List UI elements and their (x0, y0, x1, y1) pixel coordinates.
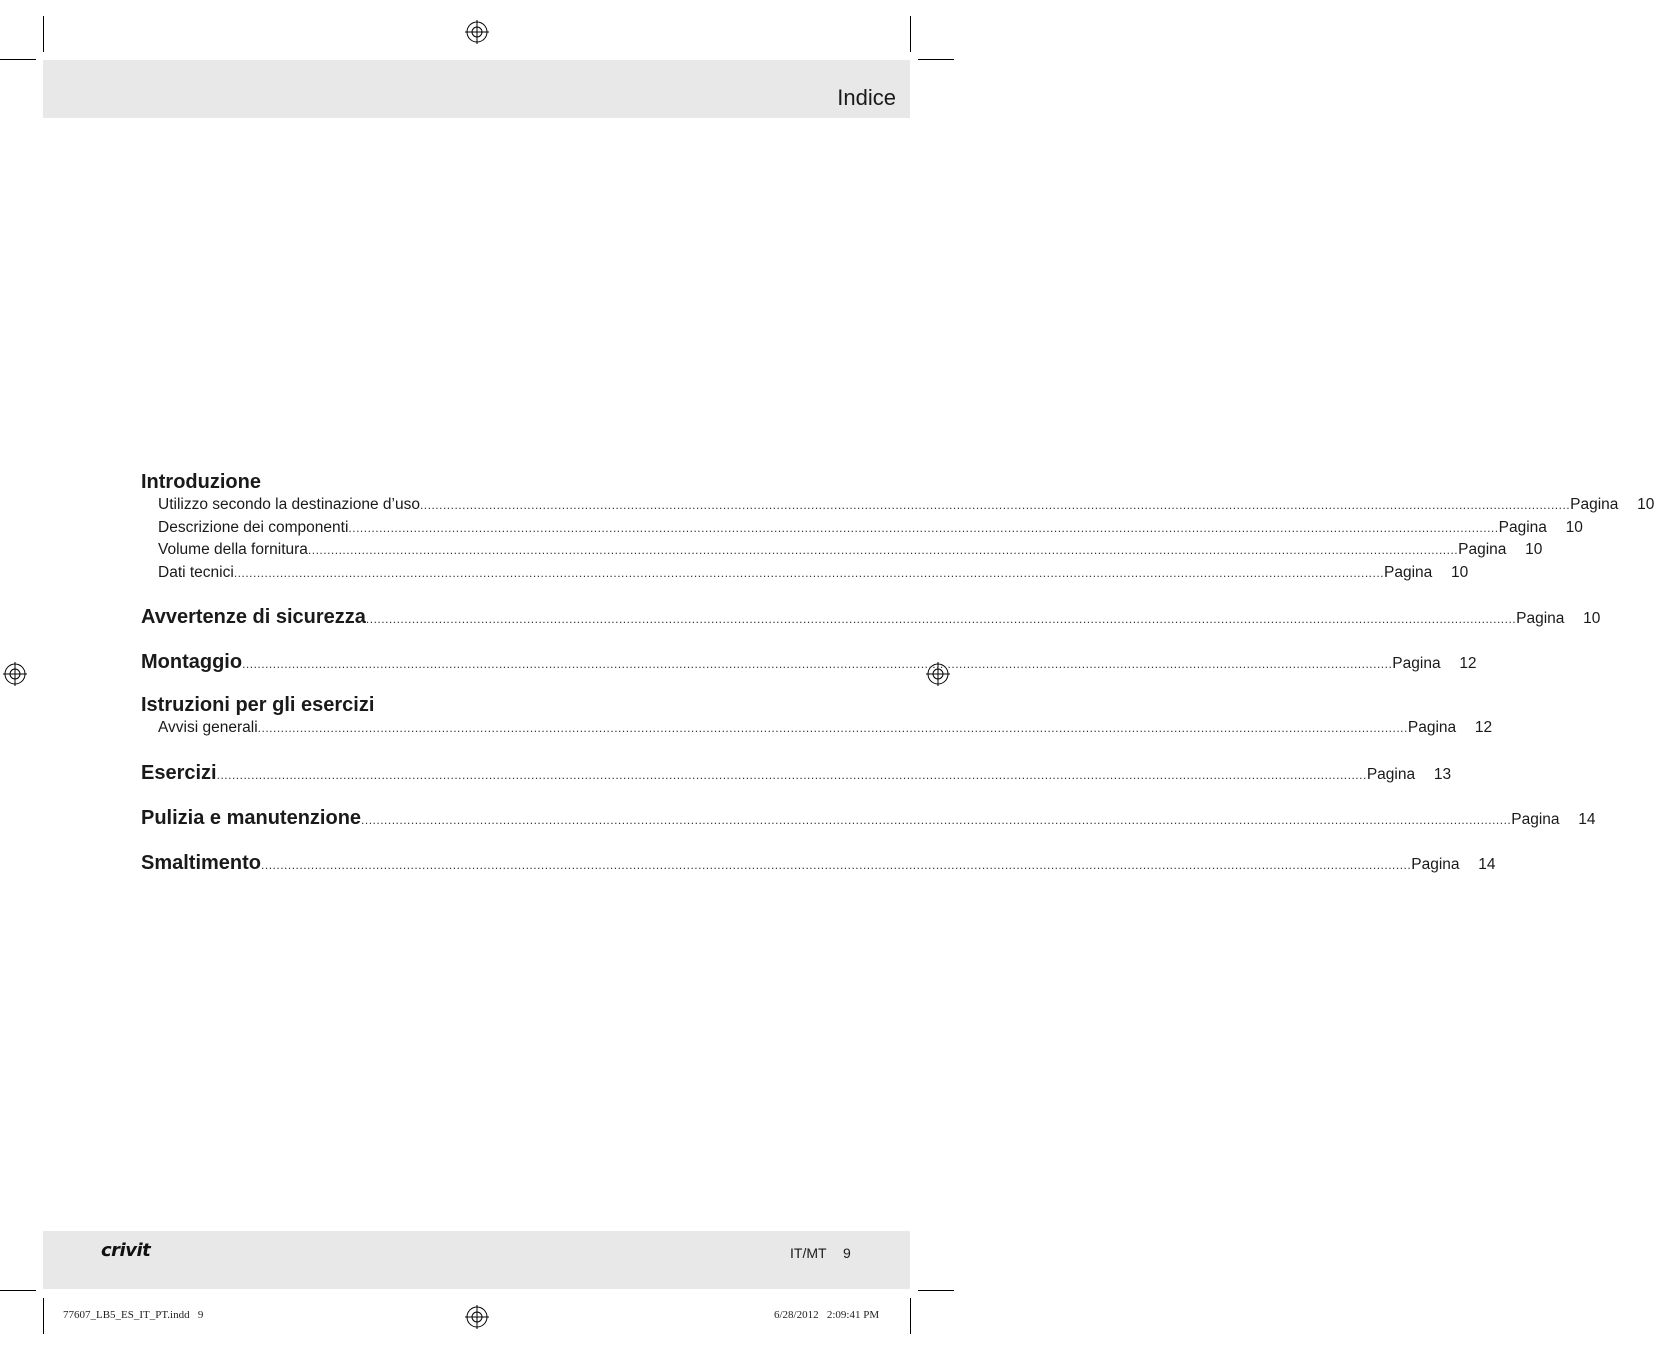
toc-section-istruzioni (141, 693, 1493, 740)
toc-heading: Istruzioni per gli esercizi (141, 694, 375, 716)
crop-mark (43, 16, 44, 52)
toc-page-number: 12 (1474, 719, 1493, 736)
toc-heading: Introduzione (141, 471, 261, 493)
crop-mark (0, 59, 36, 60)
toc-page-number: 10 (1525, 541, 1543, 558)
table-of-contents (141, 470, 1654, 875)
toc-page-word: Pagina (1384, 563, 1433, 581)
toc-page-number: 14 (1478, 855, 1496, 873)
toc-heading: Montaggio (141, 651, 243, 673)
toc-entry-label: Volume della fornitura (158, 541, 308, 558)
toc-entry[interactable] (141, 517, 1583, 540)
toc-entry[interactable] (141, 539, 1543, 562)
toc-entry-smaltimento[interactable] (141, 851, 1496, 875)
crop-mark (910, 16, 911, 52)
toc-heading: Avvertenze di sicurezza (141, 606, 366, 628)
brand-logo: crivit (101, 1240, 151, 1261)
toc-page-number: 10 (1565, 518, 1583, 536)
toc-page-word: Pagina (1516, 610, 1565, 627)
print-slug-timestamp: 6/28/2012 2:09:41 PM (774, 1309, 880, 1321)
toc-entry-pulizia[interactable] (141, 806, 1596, 830)
dot-leader: ............................................................................................................................................................................................................................................................................................................ (365, 612, 1517, 626)
toc-entry-montaggio[interactable] (141, 650, 1477, 674)
toc-page-word: Pagina (1366, 765, 1416, 783)
crop-mark (43, 1298, 44, 1334)
toc-page-word: Pagina (1570, 496, 1619, 513)
header-band (43, 60, 910, 118)
toc-entry[interactable] (141, 494, 1654, 517)
crop-mark (918, 59, 954, 60)
registration-mark-icon (3, 662, 27, 686)
dot-leader: ............................................................................................................................................................................................................................................................................................................ (348, 520, 1499, 535)
toc-page-word: Pagina (1498, 518, 1547, 536)
dot-leader: ............................................................................................................................................................................................................................................................................................................ (307, 543, 1459, 557)
toc-page-word: Pagina (1511, 810, 1560, 828)
toc-section-introduzione (141, 470, 1654, 584)
toc-entry-label: Dati tecnici (158, 563, 234, 581)
toc-page-word: Pagina (1458, 541, 1507, 558)
toc-page-number: 10 (1583, 610, 1601, 627)
toc-entry-label: Descrizione dei componenti (158, 518, 349, 536)
dot-leader: ............................................................................................................................................................................................................................................................................................................ (257, 721, 1408, 735)
toc-entry-avvertenze[interactable] (141, 605, 1601, 629)
toc-heading: Esercizi (141, 761, 217, 784)
registration-mark-icon (465, 20, 489, 44)
toc-page-number: 14 (1578, 810, 1596, 828)
page-title: Indice (837, 85, 896, 110)
toc-page-number: 12 (1459, 655, 1477, 672)
toc-entry[interactable] (141, 562, 1469, 585)
dot-leader: ............................................................................................................................................................................................................................................................................................................ (216, 767, 1367, 782)
crop-mark (0, 1290, 36, 1291)
toc-page-word: Pagina (1407, 719, 1457, 736)
dot-leader: ............................................................................................................................................................................................................................................................................................................ (233, 565, 1385, 580)
language-code: IT/MT (790, 1245, 827, 1261)
dot-leader: ............................................................................................................................................................................................................................................................................................................ (419, 498, 1571, 512)
footer-band (43, 1231, 910, 1289)
toc-page-word: Pagina (1392, 655, 1441, 672)
toc-heading: Smaltimento (141, 851, 262, 874)
page-number: 9 (843, 1245, 851, 1261)
toc-page-number: 10 (1637, 496, 1654, 513)
toc-heading: Pulizia e manutenzione (141, 806, 362, 829)
dot-leader: ............................................................................................................................................................................................................................................................................................................ (361, 812, 1512, 827)
registration-mark-icon (465, 1305, 489, 1329)
toc-entry-esercizi[interactable] (141, 761, 1452, 785)
crop-mark (918, 1290, 954, 1291)
dot-leader: ............................................................................................................................................................................................................................................................................................................ (261, 857, 1412, 872)
crop-mark (910, 1298, 911, 1334)
print-slug-file: 77607_LB5_ES_IT_PT.indd 9 (63, 1309, 204, 1321)
toc-page-number: 10 (1451, 563, 1469, 581)
toc-entry[interactable] (141, 717, 1493, 740)
toc-entry-label: Utilizzo secondo la destinazione d’uso (158, 496, 420, 513)
toc-page-word: Pagina (1411, 855, 1460, 873)
dot-leader: ............................................................................................................................................................................................................................................................................................................ (242, 657, 1393, 671)
toc-page-number: 13 (1433, 765, 1452, 783)
toc-entry-label: Avvisi generali (158, 719, 258, 736)
